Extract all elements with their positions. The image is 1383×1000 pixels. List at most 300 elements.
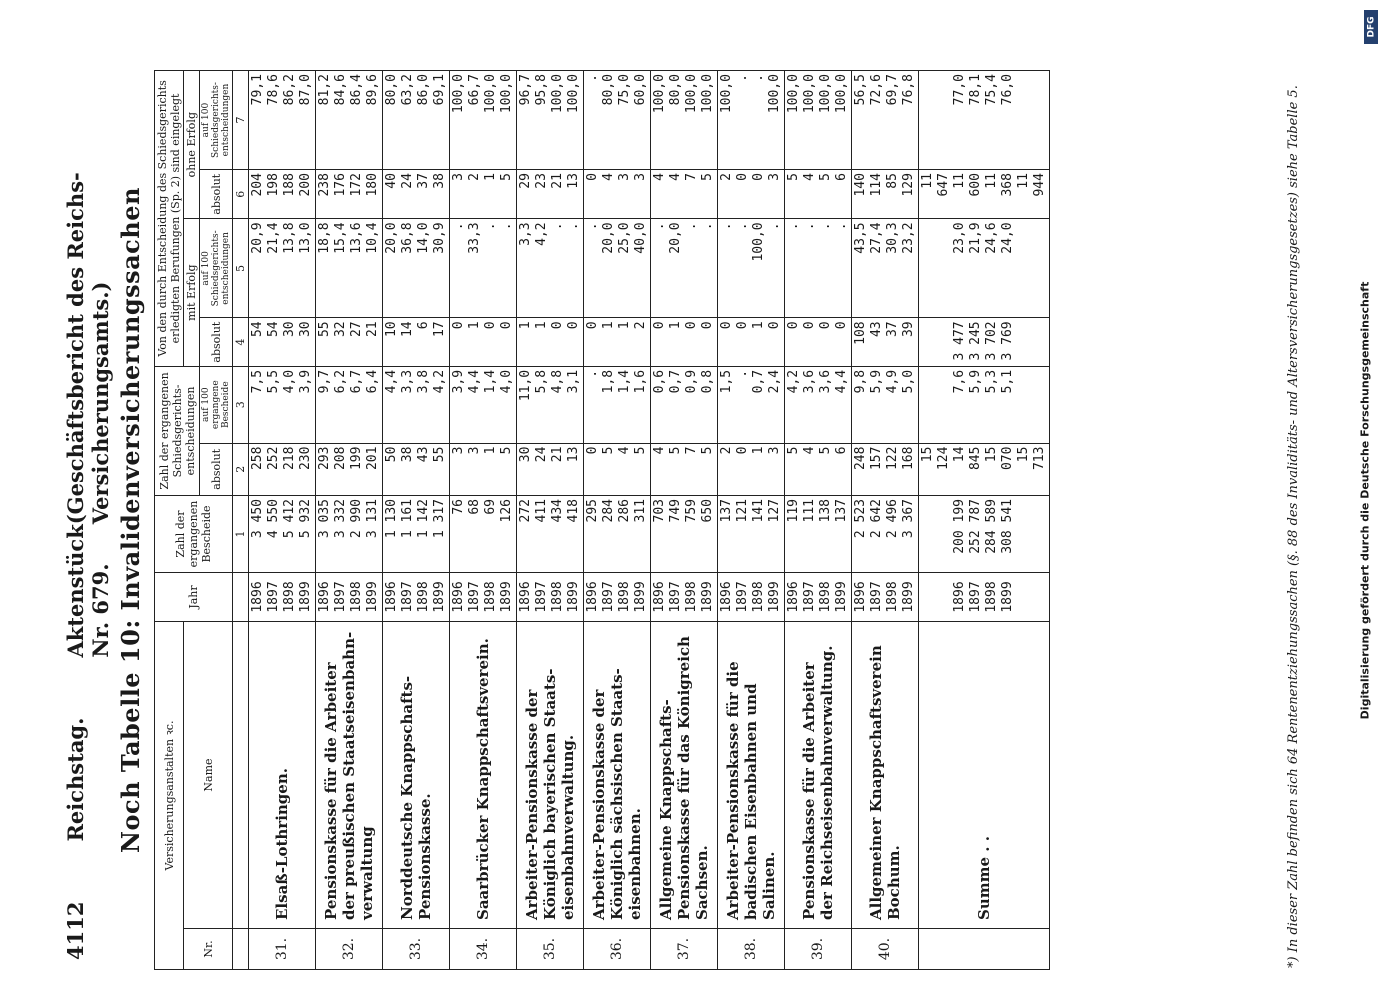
institution-name: Arbeiter-Pensionskasse für die badischen Eisenbahnen und Salinen. [718,622,785,929]
value-cell-col-5 [316,219,383,318]
cell-value: 4 [652,446,667,455]
cell-value: 6 [416,321,431,330]
value-stack [451,499,515,569]
cell-value: 126 [499,499,514,523]
index-row [233,71,249,970]
cell-value: 180 [365,173,380,197]
value-stack [786,222,850,314]
cell-value: 23,0 [952,222,967,254]
cell-value: 4,0 [499,369,514,394]
col-2-absolute: absolut [200,443,233,495]
institution-name: Saarbrücker Knappschaftsverein. [450,622,517,929]
page-header [63,70,113,960]
value-stack [585,321,649,362]
cell-value: 5,8 [534,369,549,394]
cell-value: 6,4 [365,369,380,394]
year-cell [383,573,450,622]
value-cell-col-4 [584,318,651,366]
value-cell-col-1 [785,496,852,573]
value-cell-col-6 [517,170,584,219]
cell-value: 3,3 [400,369,415,394]
year-value: 1896 [786,581,801,613]
cell-value: 11,0 [518,369,533,402]
cell-value: 1,4 [483,369,498,394]
cell-value: 200 199 [952,499,967,554]
value-cell-col-6 [852,170,919,219]
cell-value: 114 [869,173,884,197]
cell-value: 208 [333,446,348,471]
value-cell-col-5 [919,219,1050,318]
cell-value: 0 [684,321,699,330]
institution-name: Arbeiter-Pensionskasse der Königlich bayerischen Staats-eisenbahnverwaltung. [517,622,584,929]
row-number: 37. [651,929,718,970]
cell-value: 80,0 [668,74,683,106]
cell-value: 4,2 [432,369,447,394]
cell-value: 141 [751,499,766,523]
cell-value: 40,0 [633,222,648,254]
cell-value: 4,0 [282,369,297,394]
cell-value: 11 368 [984,173,1015,197]
year-value: 1898 [818,581,833,613]
cell-value: 176 [333,173,348,197]
value-cell-col-3 [919,366,1050,443]
value-stack [585,499,649,569]
cell-value: 20,0 [384,222,399,254]
value-cell-col-5 [450,219,517,318]
value-cell-col-5 [651,219,718,318]
cell-value: 5,0 [901,369,916,394]
cell-value: 100,0 [483,74,498,114]
value-stack [250,74,314,166]
cell-value: 5,9 [869,369,884,394]
col-year: Jahr [155,573,233,622]
row-number: 38. [718,929,785,970]
cell-value: 23,2 [901,222,916,254]
cell-value: 36,8 [400,222,415,254]
cell-value: . [566,222,581,231]
cell-value: 1 [751,321,766,330]
year-value: 1899 [767,581,782,613]
col-group-arbitration: Zahl der ergangenen Schiedsgerichts-entscheidungen [155,366,200,495]
index-7: 7 [233,71,249,170]
value-stack [384,321,448,362]
cell-value: 411 [534,499,549,523]
value-cell-col-1 [249,496,316,573]
cell-value: 76,0 [1000,74,1015,106]
cell-value: 3,9 [451,369,466,394]
cell-value: . [735,222,750,231]
cell-value: 5,9 [968,369,983,394]
cell-value: 100,0 [550,74,565,114]
cell-value: 69 [483,499,498,515]
table-body [249,71,1050,970]
cell-value: 33,3 [467,222,482,254]
cell-value: . [483,222,498,231]
row-number: 32. [316,929,383,970]
index-4: 4 [233,318,249,366]
table-row [718,71,785,970]
value-stack [585,447,649,492]
value-cell-col-6 [584,170,651,219]
value-stack [384,74,448,166]
cell-value: 75,4 [984,74,999,106]
cell-value: 284 589 [984,499,999,554]
value-cell-col-6 [651,170,718,219]
value-cell-col-7 [450,71,517,170]
cell-value: 18,8 [317,222,332,254]
cell-value: 2,4 [767,369,782,394]
cell-value: . [767,222,782,231]
value-cell-col-1 [852,496,919,573]
cell-value: 168 [901,446,916,471]
cell-value: 55 [317,321,332,338]
value-cell-col-7 [919,71,1050,170]
year-value: 1897 [968,581,983,613]
value-cell-col-4 [249,318,316,366]
cell-value: 100,0 [700,74,715,114]
cell-value: 0 [818,321,833,330]
cell-value: 4 [668,173,683,181]
year-value: 1899 [499,581,514,613]
year-value: 1896 [853,581,868,613]
col-group-appeals: Von den durch Entscheidung des Schiedsgerichts erledigten Berufungen (Sp. 2) sind eingelegt [155,71,184,367]
value-stack [317,447,381,492]
cell-value: 11 944 [1016,173,1047,197]
cell-value: 252 [266,446,281,471]
cell-value: 0 [735,446,750,455]
cell-value: 2 496 [885,499,900,539]
year-cell [852,573,919,622]
cell-value: 100,0 [802,74,817,114]
year-cell [651,573,718,622]
cell-value: . [585,74,600,82]
col-4-absolute: absolut [200,318,233,366]
cell-value: 6,2 [333,369,348,394]
cell-value: 5 932 [298,499,313,539]
year-value: 1897 [802,581,817,613]
cell-value: 137 [719,499,734,523]
value-cell-col-3 [450,366,517,443]
value-stack [518,499,582,569]
cell-value: 86,0 [416,74,431,106]
cell-value: 157 [869,446,884,471]
value-stack [952,222,1016,314]
value-stack [952,321,1016,362]
cell-value: 3,1 [566,369,581,394]
scanned-page [63,60,1330,980]
cell-value: 2 [719,446,734,455]
value-cell-col-7 [517,71,584,170]
cell-value: 100,0 [451,74,466,114]
cell-value: 1,8 [601,369,616,394]
col-decisions: Zahl der ergangenen Bescheide [155,496,233,573]
cell-value: 76 [451,499,466,515]
year-value: 1899 [365,581,380,613]
col-5-per100: auf 100 Schiedsgerichts-entscheidungen [200,219,233,318]
cell-value: 100,0 [499,74,514,114]
value-stack [652,173,716,215]
cell-value: 272 [518,499,533,523]
value-stack [952,576,1016,618]
value-cell-col-7 [383,71,450,170]
cell-value: 230 [298,446,313,471]
cell-value: 37 [416,173,431,189]
cell-value: 4,4 [467,369,482,394]
value-stack [451,173,515,215]
cell-value: . [550,222,565,231]
col-6-absolute: absolut [200,170,233,219]
value-stack [317,321,381,362]
value-stack [952,370,1016,440]
value-cell-col-5 [383,219,450,318]
cell-value: 198 [266,173,281,197]
cell-value: 4 [802,173,817,181]
cell-value: 100,0 [751,222,766,262]
cell-value: 0 [566,321,581,330]
value-cell-col-6 [785,170,852,219]
value-stack [317,222,381,314]
year-value: 1896 [518,581,533,613]
value-stack [250,370,314,440]
cell-value: 5 [601,446,616,455]
value-stack [853,576,917,618]
cell-value: 39 [901,321,916,338]
cell-value: 20,0 [668,222,683,254]
cell-value: 3,9 [298,369,313,394]
cell-value: 15 070 [984,446,1015,471]
value-stack [853,447,917,492]
cell-value: 0,7 [668,369,683,394]
cell-value: 24 [400,173,415,189]
cell-value: 0 [652,321,667,330]
cell-value: 3 035 [317,499,332,539]
value-stack [786,499,850,569]
cell-value: 20,0 [601,222,616,254]
cell-value: 30 [298,321,313,338]
value-stack [719,576,783,618]
value-cell-col-7 [785,71,852,170]
cell-value: 1 [518,321,533,330]
value-cell-col-2 [651,443,718,495]
year-value: 1898 [617,581,632,613]
value-cell-col-6 [718,170,785,219]
cell-value: 7,5 [250,369,265,394]
cell-value: 121 [735,499,750,523]
cell-value: 56,5 [853,74,868,106]
table-row [651,71,718,970]
cell-value: 749 [668,499,683,523]
cell-value: . [585,222,600,231]
cell-value: 0 [735,321,750,330]
value-stack [786,447,850,492]
cell-value: . [700,222,715,231]
cell-value: 60,0 [633,74,648,106]
year-value: 1898 [885,581,900,613]
cell-value: 21 [550,446,565,463]
cell-value: 14,0 [416,222,431,254]
value-cell-col-4 [450,318,517,366]
cell-value: 2 990 [349,499,364,539]
cell-value: 11 647 [920,173,951,197]
cell-value: 199 [349,446,364,471]
value-stack [853,173,917,215]
cell-value: 100,0 [767,74,782,114]
value-stack [518,321,582,362]
col-with-success: mit Erfolg [184,219,200,366]
value-cell-col-3 [517,366,584,443]
row-number: 33. [383,929,450,970]
year-value: 1896 [317,581,332,613]
value-stack [518,447,582,492]
cell-value: 111 [802,499,817,523]
value-cell-col-7 [584,71,651,170]
cell-value: 286 [617,499,632,523]
value-cell-col-6 [316,170,383,219]
cell-value: 4 [617,446,632,455]
cell-value: 66,7 [467,74,482,106]
cell-value: 0 [767,321,782,330]
institution-name: Elsaß-Lothringen. [249,622,316,929]
row-number: 40. [852,929,919,970]
row-number: 34. [450,929,517,970]
index-1: 1 [233,496,249,573]
cell-value: 5,1 [1000,369,1015,394]
cell-value: 29 [518,173,533,189]
cell-value: . [735,74,750,82]
cell-value: 5 [499,446,514,455]
cell-value: 9,8 [853,369,868,394]
cell-value: 6 [834,446,849,455]
cell-value: 650 [700,499,715,523]
cell-value: 85 [885,173,900,189]
value-stack [786,321,850,362]
table-row [316,71,383,970]
cell-value: 5 [499,173,514,181]
cell-value: 1 [467,321,482,330]
cell-value: 3 367 [901,499,916,539]
footnote: *) In dieser Zahl befinden sich 64 Rentenentziehungssachen (§. 88 des Invaliditäts- und Altersversicherungsgesetzes) siehe Tabelle 5. [1286,85,1301,968]
cell-value: 127 [767,499,782,523]
cell-value: 3 131 [365,499,380,539]
value-stack [853,499,917,569]
value-stack [250,576,314,618]
value-cell-col-4 [651,318,718,366]
cell-value: 140 [853,173,868,197]
cell-value: 14 [400,321,415,338]
cell-value: 201 [365,446,380,471]
value-stack [518,370,582,440]
value-stack [585,173,649,215]
cell-value: 4 [652,173,667,181]
value-cell-col-2 [450,443,517,495]
cell-value: 4,8 [550,369,565,394]
year-value: 1897 [601,581,616,613]
index-5: 5 [233,219,249,318]
value-stack [719,499,783,569]
cell-value: . [834,222,849,231]
cell-value: 200 [298,173,313,197]
value-stack [719,370,783,440]
year-cell [584,573,651,622]
cell-value: 5 [668,446,683,455]
year-value: 1897 [266,581,281,613]
table-row [785,71,852,970]
value-stack [786,370,850,440]
table-row [584,71,651,970]
cell-value: 5 [818,446,833,455]
cell-value: . [684,222,699,231]
index-blank [233,573,249,622]
row-number: 31. [249,929,316,970]
value-stack [250,222,314,314]
cell-value: 0 [719,321,734,330]
value-cell-col-3 [852,366,919,443]
year-value: 1897 [869,581,884,613]
year-value: 1896 [451,581,466,613]
cell-value: 21 [365,321,380,338]
cell-value: . [818,222,833,231]
cell-value: 759 [684,499,699,523]
value-cell-col-6 [450,170,517,219]
col-3-per100: auf 100 ergangene Bescheide [200,366,233,443]
index-blank [233,622,249,929]
cell-value: 218 [282,446,297,471]
header-report: (Geschäftsbericht des Reichs-Versicherungsamts.) [63,172,113,525]
year-value: 1899 [432,581,447,613]
year-value: 1898 [483,581,498,613]
cell-value: 3 [767,173,782,181]
value-stack [451,74,515,166]
year-value: 1899 [633,581,648,613]
cell-value: 55 [432,446,447,463]
value-stack [317,499,381,569]
cell-value: 78,6 [266,74,281,106]
cell-value: 10,4 [365,222,380,254]
year-cell [785,573,852,622]
cell-value: 100,0 [566,74,581,114]
year-value: 1898 [349,581,364,613]
col-name: Name [184,622,233,929]
cell-value: 25,0 [617,222,632,254]
cell-value: 119 [786,499,801,523]
col-7-per100: auf 100 Schiedsgerichts-entscheidungen [200,71,233,170]
cell-value: 5 [818,173,833,181]
value-cell-col-3 [249,366,316,443]
cell-value: 69,1 [432,74,447,106]
value-stack [250,173,314,215]
cell-value: 122 [885,446,900,471]
cell-value: 80,0 [384,74,399,106]
value-stack [786,576,850,618]
cell-value: 5 [786,173,801,181]
value-cell-col-4 [316,318,383,366]
cell-value: 5 [700,173,715,181]
cell-value: 0,7 [751,369,766,394]
cell-value: 2 [719,173,734,181]
value-stack [384,576,448,618]
value-stack [585,576,649,618]
value-cell-col-3 [383,366,450,443]
value-stack [250,447,314,492]
value-cell-col-3 [651,366,718,443]
value-cell-col-7 [651,71,718,170]
index-3: 3 [233,366,249,443]
value-cell-col-3 [785,366,852,443]
cell-value: . [652,222,667,231]
value-stack [384,499,448,569]
cell-value: 258 [250,446,265,471]
year-value: 1898 [282,581,297,613]
